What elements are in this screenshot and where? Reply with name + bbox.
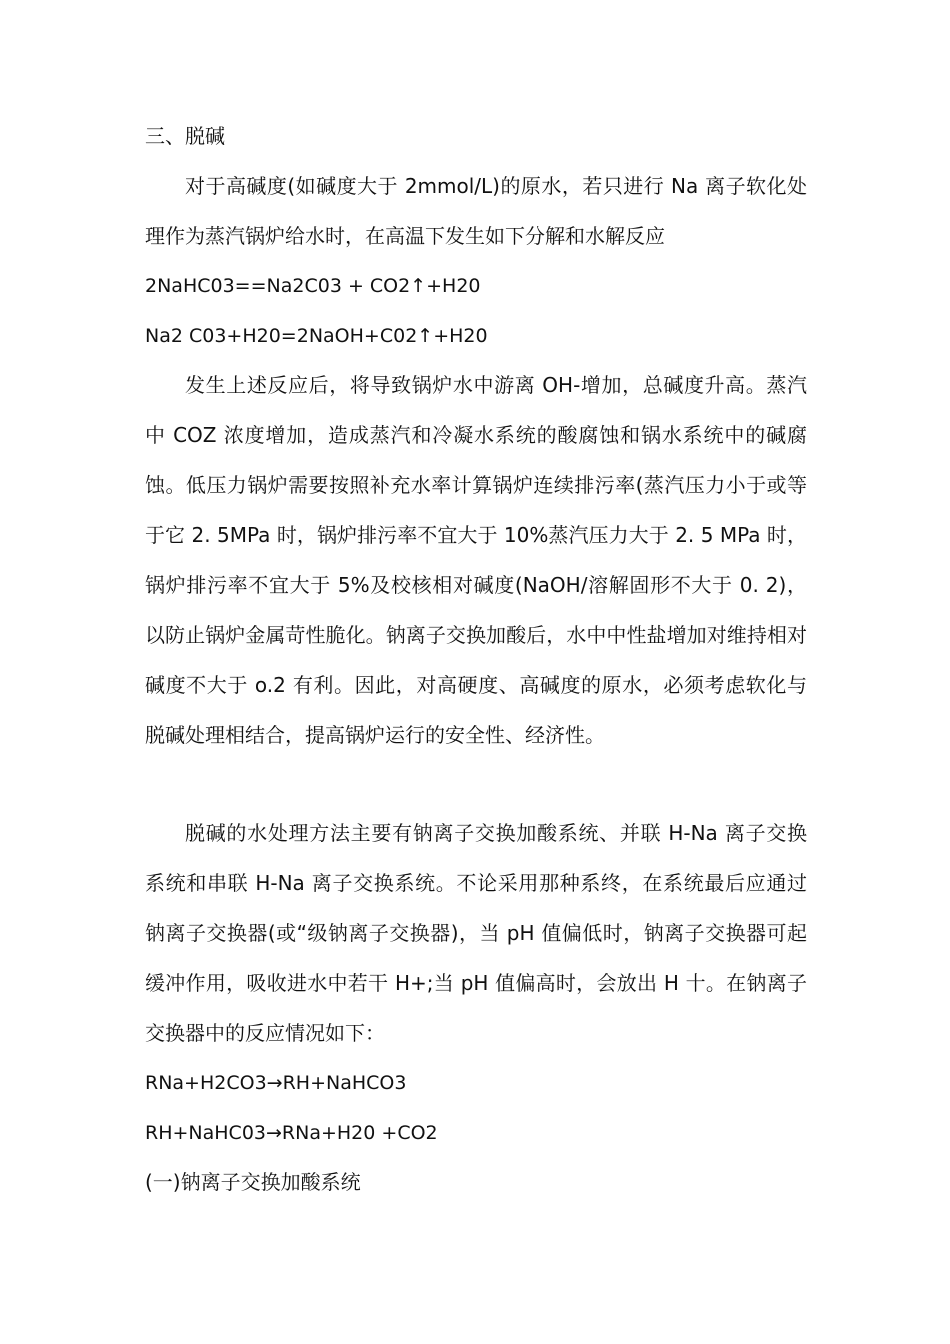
paragraph-methods: 脱碱的水处理方法主要有钠离子交换加酸系统、并联 H-Na 离子交换系统和串联 H-Na 离子交换系统。不论采用那种系终，在系统最后应通过钠离子交换器(或“级钠离子交换器)，当 pH 值偏低时，钠离子交换器可起缓冲作用，吸收进水中若干 H+;当 pH 值偏高时，会放出 H 十。在钠离子交换器中的反应情况如下：: [145, 821, 807, 1045]
paragraph-intro: 对于高碱度(如碱度大于 2mmol/L)的原水，若只进行 Na 离子软化处理作为蒸汽锅炉给水时，在高温下发生如下分解和水解反应: [145, 174, 807, 248]
paragraph-effects: 发生上述反应后，将导致锅炉水中游离 OH-增加，总碱度升高。蒸汽中 COZ 浓度增加，造成蒸汽和冷凝水系统的酸腐蚀和锅水系统中的碱腐蚀。低压力锅炉需要按照补充水率计算锅炉连续排污率(蒸汽压力小于或等于它 2. 5MPa 时，锅炉排污率不宜大于 10%蒸汽压力大于 2. 5 MPa 时，锅炉排污率不宜大于 5%及校核相对碱度(NaOH/溶解固形不大于 0. 2)，以防止锅炉金属苛性脆化。钠离子交换加酸后，水中中性盐增加对维持相对碱度不大于 o.2 有利。因此，对高硬度、高碱度的原水，必须考虑软化与脱碱处理相结合，提高锅炉运行的安全性、经济性。: [145, 373, 807, 747]
equation-4: RH+NaHC03→RNa+H20 +CO2: [145, 1122, 438, 1144]
subsection-heading: (一)钠离子交换加酸系统: [145, 1170, 361, 1194]
equation-2: Na2 C03+H20=2NaOH+C02↑+H20: [145, 325, 488, 347]
equation-3: RNa+H2CO3→RH+NaHCO3: [145, 1072, 407, 1094]
section-heading: 三、脱碱: [145, 124, 225, 148]
equation-1: 2NaHC03==Na2C03 + CO2↑+H20: [145, 275, 481, 297]
